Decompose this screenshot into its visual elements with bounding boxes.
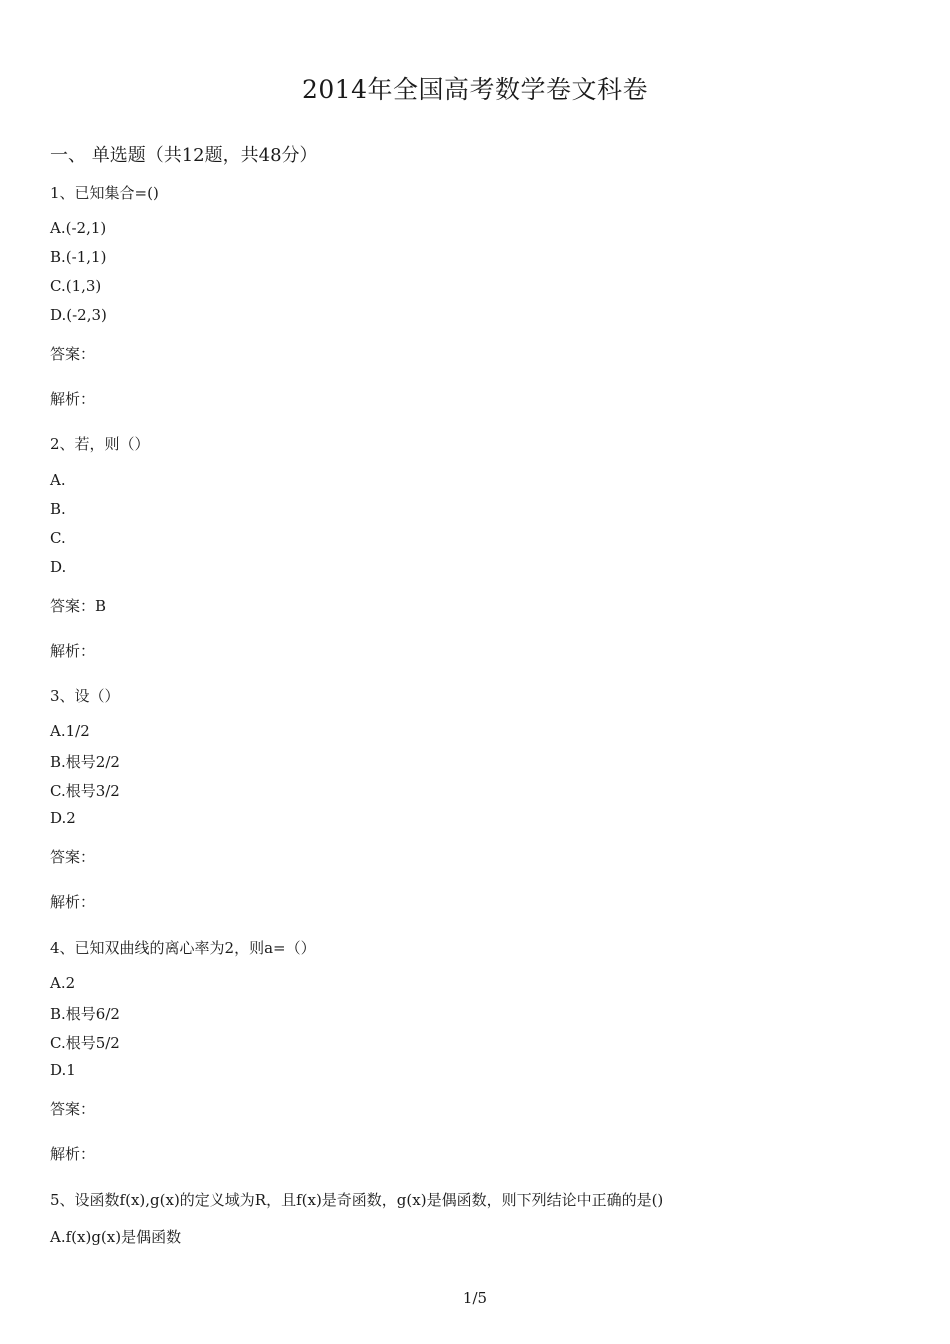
analysis-line: 解析： (50, 893, 96, 911)
option-a: A.f(x)g(x)是偶函数 (50, 1228, 182, 1246)
option-b: B.根号6/2 (50, 1005, 120, 1023)
option-a: A. (50, 471, 66, 489)
answer-line: 答案： (50, 848, 96, 866)
option-d: D.(-2,3) (50, 306, 107, 324)
analysis-line: 解析： (50, 390, 96, 408)
question-stem: 4、已知双曲线的离心率为2，则a=（） (50, 939, 316, 957)
option-b: B.(-1,1) (50, 248, 107, 266)
analysis-line: 解析： (50, 1145, 96, 1163)
option-c: C.根号3/2 (50, 782, 120, 800)
analysis-line: 解析： (50, 642, 96, 660)
question-stem: 2、若，则（） (50, 435, 150, 453)
option-c: C.(1,3) (50, 277, 102, 295)
option-d: D.2 (50, 809, 76, 827)
page-number: 1/5 (462, 1289, 488, 1307)
option-a: A.(-2,1) (50, 219, 107, 237)
option-c: C.根号5/2 (50, 1034, 120, 1052)
answer-line: 答案：B (50, 597, 107, 615)
option-c: C. (50, 529, 66, 547)
question-stem: 5、设函数f(x),g(x)的定义域为R，且f(x)是奇函数，g(x)是偶函数，则下列结论中正确的是() (50, 1191, 664, 1209)
section-heading: 一、 单选题（共12题，共48分） (50, 145, 318, 166)
option-a: A.1/2 (50, 722, 90, 740)
option-d: D.1 (50, 1061, 76, 1079)
answer-line: 答案： (50, 345, 96, 363)
question-stem: 1、已知集合=() (50, 184, 159, 202)
option-b: B.根号2/2 (50, 753, 120, 771)
option-d: D. (50, 558, 67, 576)
exam-title: 2014年全国高考数学卷文科卷 (301, 75, 649, 104)
option-a: A.2 (50, 974, 76, 992)
option-b: B. (50, 500, 66, 518)
answer-line: 答案： (50, 1100, 96, 1118)
question-stem: 3、设（） (50, 687, 120, 705)
